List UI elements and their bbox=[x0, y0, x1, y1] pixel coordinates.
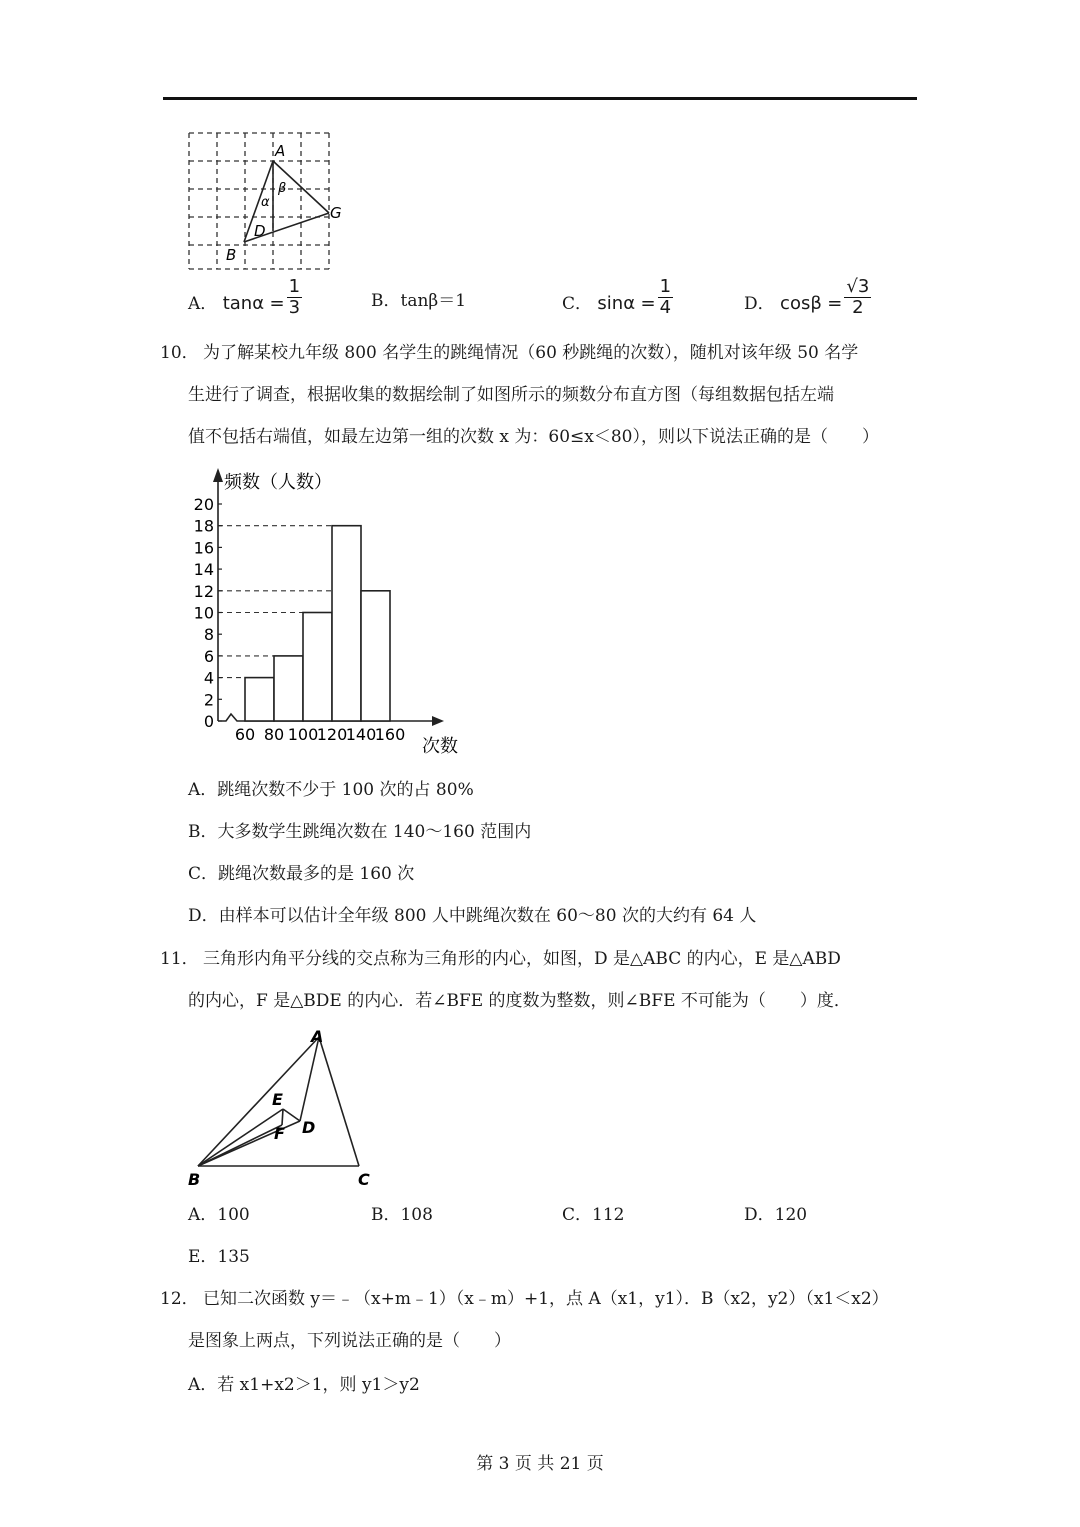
q11-stem-line2: 的内心，F 是△BDE 的内心．若∠BFE 的度数为整数，则∠BFE 不可能为（ ）度． bbox=[188, 991, 851, 1011]
page-footer: 第 3 页 共 21 页 bbox=[476, 1454, 604, 1474]
q9-option-a[interactable]: A． tanα = $\frac{1}{3}$ bbox=[188, 276, 301, 318]
header-rule bbox=[163, 97, 917, 100]
q11-number: 11． bbox=[160, 949, 199, 969]
q10-option-d[interactable]: D．由样本可以估计全年级 800 人中跳绳次数在 60～80 次的大约有 64 人 bbox=[188, 906, 757, 926]
q9-option-c[interactable]: C． sinα = $\frac{1}{4}$ bbox=[562, 276, 672, 318]
q9-label-d: D bbox=[254, 222, 266, 240]
q11-label-e: E bbox=[272, 1090, 283, 1109]
q11-triangle-figure bbox=[186, 1025, 386, 1195]
q12-number: 12． bbox=[160, 1289, 199, 1309]
histogram-y-tick-label: 14 bbox=[193, 560, 214, 580]
q12-option-a[interactable]: A．若 x1+x2＞1，则 y1＞y2 bbox=[188, 1375, 420, 1395]
histogram-x-tick-label: 100 bbox=[287, 725, 319, 744]
q9-option-b[interactable]: B．tanβ＝1 bbox=[371, 291, 467, 311]
histogram-y-tick-label: 8 bbox=[203, 625, 214, 645]
q9-label-b: B bbox=[226, 246, 237, 264]
q11-segment-bf bbox=[198, 1125, 282, 1166]
histogram-x-label: 次数 bbox=[422, 736, 458, 757]
q11-segment-ef bbox=[282, 1109, 283, 1125]
q11-segment-ac bbox=[319, 1037, 359, 1166]
q11-label-a: A bbox=[311, 1027, 324, 1046]
q11-segment-ed bbox=[283, 1109, 300, 1121]
histogram-x-tick-label: 120 bbox=[316, 725, 348, 744]
q11-label-c: C bbox=[358, 1170, 370, 1189]
histogram-y-tick-label: 6 bbox=[203, 646, 214, 666]
q10-stem-line3: 值不包括右端值，如最左边第一组的次数 x 为：60≤x＜80），则以下说法正确的是（ ） bbox=[188, 427, 879, 447]
q11-segment-ba bbox=[198, 1037, 319, 1166]
q9-grid-figure bbox=[186, 130, 356, 272]
histogram-bar bbox=[274, 656, 303, 721]
histogram-y-tick-label: 2 bbox=[203, 690, 214, 710]
histogram-bar bbox=[332, 526, 361, 721]
histogram-y-tick-label: 10 bbox=[193, 603, 214, 623]
q11-stem-line1: 三角形内角平分线的交点称为三角形的内心，如图，D 是△ABC 的内心，E 是△ABD bbox=[203, 949, 841, 969]
histogram-y-tick-label: 18 bbox=[193, 516, 214, 536]
q11-segment-be bbox=[198, 1109, 283, 1166]
q11-option-b[interactable]: B．108 bbox=[371, 1205, 433, 1225]
histogram-bar bbox=[361, 591, 390, 721]
histogram-y-tick-label: 20 bbox=[193, 495, 214, 514]
histogram-bar bbox=[245, 678, 274, 721]
q12-stem-line2: 是图象上两点，下列说法正确的是（ ） bbox=[188, 1331, 511, 1351]
q10-option-b[interactable]: B．大多数学生跳绳次数在 140～160 范围内 bbox=[188, 822, 532, 842]
q11-option-a[interactable]: A．100 bbox=[188, 1205, 250, 1225]
histogram-y-tick-label: 0 bbox=[203, 712, 214, 731]
q9-option-d[interactable]: D． cosβ = $\frac{√3}{2}$ bbox=[744, 276, 870, 318]
q10-number: 10． bbox=[160, 343, 199, 363]
q9-label-alpha: α bbox=[261, 195, 270, 210]
histogram-x-arrow bbox=[432, 716, 444, 726]
histogram-x-tick-label: 60 bbox=[234, 725, 256, 744]
histogram-y-tick-label: 4 bbox=[203, 668, 214, 688]
q10-histogram bbox=[186, 462, 476, 762]
q10-stem-line2: 生进行了调查，根据收集的数据绘制了如图所示的频数分布直方图（每组数据包括左端 bbox=[188, 385, 834, 405]
q11-option-c[interactable]: C．112 bbox=[562, 1205, 625, 1225]
histogram-y-label: 频数（人数） bbox=[224, 472, 332, 493]
q11-label-d: D bbox=[302, 1118, 316, 1137]
q9-label-a: A bbox=[275, 142, 286, 160]
q11-label-b: B bbox=[188, 1170, 201, 1189]
histogram-bar bbox=[303, 613, 332, 722]
histogram-y-tick-label: 16 bbox=[193, 538, 214, 558]
q11-label-f: F bbox=[274, 1124, 285, 1143]
histogram-x-tick-label: 140 bbox=[345, 725, 377, 744]
q10-option-c[interactable]: C．跳绳次数最多的是 160 次 bbox=[188, 864, 415, 884]
q11-option-d[interactable]: D．120 bbox=[744, 1205, 808, 1225]
q12-stem-line1: 已知二次函数 y＝﹣（x+m﹣1）（x﹣m）+1，点 A（x1，y1）．B（x2，y2）（x1＜x2） bbox=[203, 1289, 889, 1309]
q9-label-beta: β bbox=[278, 181, 287, 196]
q9-label-g: G bbox=[330, 204, 342, 222]
q10-stem-line1: 为了解某校九年级 800 名学生的跳绳情况（60 秒跳绳的次数），随机对该年级 50 名学 bbox=[203, 343, 859, 363]
histogram-x-tick-label: 80 bbox=[263, 725, 285, 744]
q10-option-a[interactable]: A．跳绳次数不少于 100 次的占 80% bbox=[188, 780, 474, 800]
histogram-y-tick-label: 12 bbox=[193, 581, 214, 601]
q11-option-e[interactable]: E．135 bbox=[188, 1247, 250, 1267]
histogram-x-tick-label: 160 bbox=[374, 725, 406, 744]
q11-segment-ad bbox=[300, 1037, 319, 1121]
histogram-y-arrow bbox=[213, 468, 223, 482]
